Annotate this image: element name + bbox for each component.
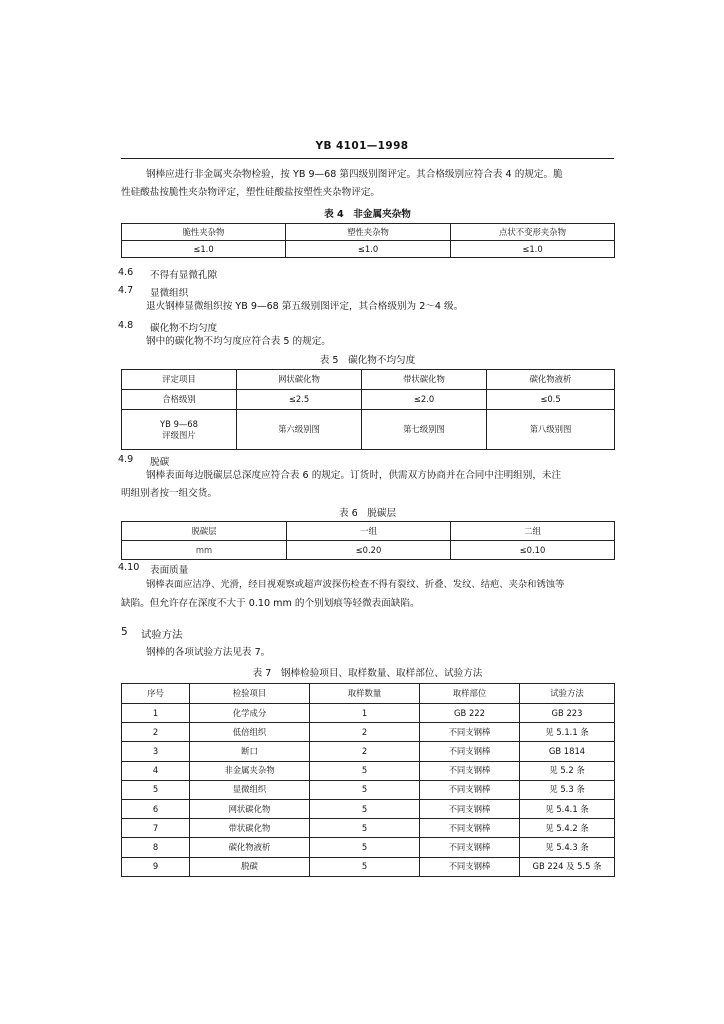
table-7-cell: 8: [122, 838, 190, 857]
section-4-6-title: 不得有显微孔隙: [150, 270, 218, 281]
table-5-cell: ≤2.0: [362, 390, 487, 410]
table-7-cell: 不同支钢棒: [420, 819, 520, 838]
table-7-cell: 见 5.3 条: [520, 780, 615, 799]
table-7-cell: 2: [310, 723, 420, 742]
table-7-cell: 非金属夹杂物: [190, 761, 310, 780]
section-4-10-title: 表面质量: [150, 565, 189, 576]
table-7-cell: GB 222: [420, 704, 520, 723]
table-row: [122, 780, 615, 799]
table-7-cell: 5: [310, 780, 420, 799]
table-7-header-cell: 检验项目: [190, 684, 310, 704]
table-7-cell: 1: [122, 704, 190, 723]
section-4-9-line-1: 钢棒表面每边脱碳层总深度应符合表 6 的规定。订货时，供需双方协商并在合同中注明组别，未注: [146, 470, 562, 481]
table-7-cell: 不同支钢棒: [420, 742, 520, 761]
table-7-cell: 见 5.1.1 条: [520, 723, 615, 742]
table-7-caption: 表 7 钢棒检验项目、取样数量、取样部位、试验方法: [252, 668, 483, 679]
table-7-cell: 见 5.4.2 条: [520, 819, 615, 838]
table-4-header-cell: 脆性夹杂物: [122, 224, 286, 241]
table-4-header-cell: 塑性夹杂物: [286, 224, 451, 241]
intro-line-1: 钢棒应进行非金属夹杂物检验，按 YB 9—68 第四级别图评定。其合格级别应符合表 4 的规定。脆: [146, 169, 563, 180]
table-7-header-row: [122, 684, 615, 704]
table-6-header-cell: 二组: [451, 522, 615, 541]
table-6-cell: ≤0.20: [287, 541, 451, 560]
table-7-cell: 显微组织: [190, 780, 310, 799]
table-7-cell: 7: [122, 819, 190, 838]
section-4-7-title: 显微组织: [150, 288, 189, 299]
table-7-cell: 网状碳化物: [190, 799, 310, 818]
table-row: [122, 838, 615, 857]
table-5-cell: 第六级别图: [237, 410, 362, 450]
table-7-cell: 见 5.2 条: [520, 761, 615, 780]
table-5-header-cell: 碳化物液析: [487, 370, 615, 390]
section-5-title: 试验方法: [141, 629, 183, 641]
table-7-cell: 5: [122, 780, 190, 799]
table-5-cell: 合格级别: [122, 390, 237, 410]
table-7-cell: 2: [310, 742, 420, 761]
section-4-10-line-2: 缺陷。但允许存在深度不大于 0.10 mm 的个别划痕等轻微表面缺陷。: [121, 598, 420, 609]
table-5-cell: ≤2.5: [237, 390, 362, 410]
table-5-cell: ≤0.5: [487, 390, 615, 410]
table-7-cell: 不同支钢棒: [420, 723, 520, 742]
table-7-cell: 不同支钢棒: [420, 838, 520, 857]
section-5-number: 5: [121, 626, 128, 638]
table-5-cell: 第八级别图: [487, 410, 615, 450]
table-7-header-cell: 取样数量: [310, 684, 420, 704]
table-row: [122, 742, 615, 761]
table-4-value-cell: ≤1.0: [451, 241, 615, 258]
table-6-header-cell: 一组: [287, 522, 451, 541]
table-7-cell: GB 224 及 5.5 条: [520, 857, 615, 876]
table-7-cell: 4: [122, 761, 190, 780]
table-7-cell: 6: [122, 799, 190, 818]
table-7-cell: 化学成分: [190, 704, 310, 723]
table-7: [121, 683, 615, 877]
table-7-cell: 带状碳化物: [190, 819, 310, 838]
table-7-cell: 1: [310, 704, 420, 723]
table-5-caption: 表 5 碳化物不均匀度: [319, 355, 416, 366]
table-7-cell: 不同支钢棒: [420, 761, 520, 780]
table-4-header-cell: 点状不变形夹杂物: [451, 224, 615, 241]
table-7-cell: 不同支钢棒: [420, 780, 520, 799]
table-7-cell: 不同支钢棒: [420, 799, 520, 818]
table-7-cell: 5: [310, 799, 420, 818]
section-4-6-number: 4.6: [118, 267, 134, 278]
table-7-cell: GB 223: [520, 704, 615, 723]
table-7-cell: 9: [122, 857, 190, 876]
table-7-cell: 5: [310, 857, 420, 876]
table-4-caption: 表 4 非金属夹杂物: [324, 209, 411, 220]
table-row: [122, 723, 615, 742]
table-5: [121, 369, 615, 450]
table-7-header-cell: 序号: [122, 684, 190, 704]
table-6: [121, 521, 615, 560]
table-7-cell: 脱碳: [190, 857, 310, 876]
table-7-header-cell: 取样部位: [420, 684, 520, 704]
standard-code-header: YB 4101—1998: [315, 140, 409, 152]
table-7-cell: 见 5.4.3 条: [520, 838, 615, 857]
section-4-9-title: 脱碳: [150, 457, 170, 468]
table-7-cell: 不同支钢棒: [420, 857, 520, 876]
section-4-7-number: 4.7: [118, 285, 134, 296]
table-7-cell: 见 5.4.1 条: [520, 799, 615, 818]
table-row: [122, 799, 615, 818]
table-row: [122, 704, 615, 723]
table-7-cell: 5: [310, 761, 420, 780]
section-4-9-line-2: 明组别者按一组交货。: [121, 488, 217, 499]
table-7-cell: 断口: [190, 742, 310, 761]
table-6-cell: ≤0.10: [451, 541, 615, 560]
table-6-caption: 表 6 脱碳层: [338, 508, 397, 519]
table-7-header-cell: 试验方法: [520, 684, 615, 704]
table-5-cell: YB 9—68 评级图片: [122, 410, 237, 450]
table-4-value-cell: ≤1.0: [122, 241, 286, 258]
table-5-header-cell: 评定项目: [122, 370, 237, 390]
table-row: [122, 761, 615, 780]
table-7-cell: 2: [122, 723, 190, 742]
table-7-cell: 5: [310, 838, 420, 857]
table-5-header-cell: 带状碳化物: [362, 370, 487, 390]
section-4-8-text: 钢中的碳化物不均匀度应符合表 5 的规定。: [146, 336, 331, 347]
table-row: [122, 857, 615, 876]
section-4-10-number: 4.10: [118, 562, 140, 573]
section-4-8-number: 4.8: [118, 320, 134, 331]
section-4-10-line-1: 钢棒表面应洁净、光滑，经目视观察或超声波探伤检查不得有裂纹、折叠、发纹、结疤、夹杂和锈蚀等: [146, 579, 565, 590]
section-4-9-number: 4.9: [118, 454, 134, 465]
header-rule: [121, 158, 614, 159]
table-6-header-cell: 脱碳层: [122, 522, 287, 541]
table-7-cell: GB 1814: [520, 742, 615, 761]
table-4: [121, 223, 615, 258]
intro-line-2: 性硅酸盐按脆性夹杂物评定，塑性硅酸盐按塑性夹杂物评定。: [121, 187, 381, 198]
table-4-value-cell: ≤1.0: [286, 241, 451, 258]
section-5-text: 钢棒的各项试验方法见表 7。: [146, 647, 271, 658]
section-4-7-text: 退火钢棒显微组织按 YB 9—68 第五级别图评定，其合格级别为 2～4 级。: [146, 301, 464, 312]
table-7-cell: 低倍组织: [190, 723, 310, 742]
table-7-cell: 3: [122, 742, 190, 761]
table-7-cell: 碳化物液析: [190, 838, 310, 857]
table-7-cell: 5: [310, 819, 420, 838]
table-5-cell: 第七级别图: [362, 410, 487, 450]
section-4-8-title: 碳化物不均匀度: [150, 323, 218, 334]
table-6-cell: mm: [122, 541, 287, 560]
table-5-header-cell: 网状碳化物: [237, 370, 362, 390]
table-row: [122, 819, 615, 838]
